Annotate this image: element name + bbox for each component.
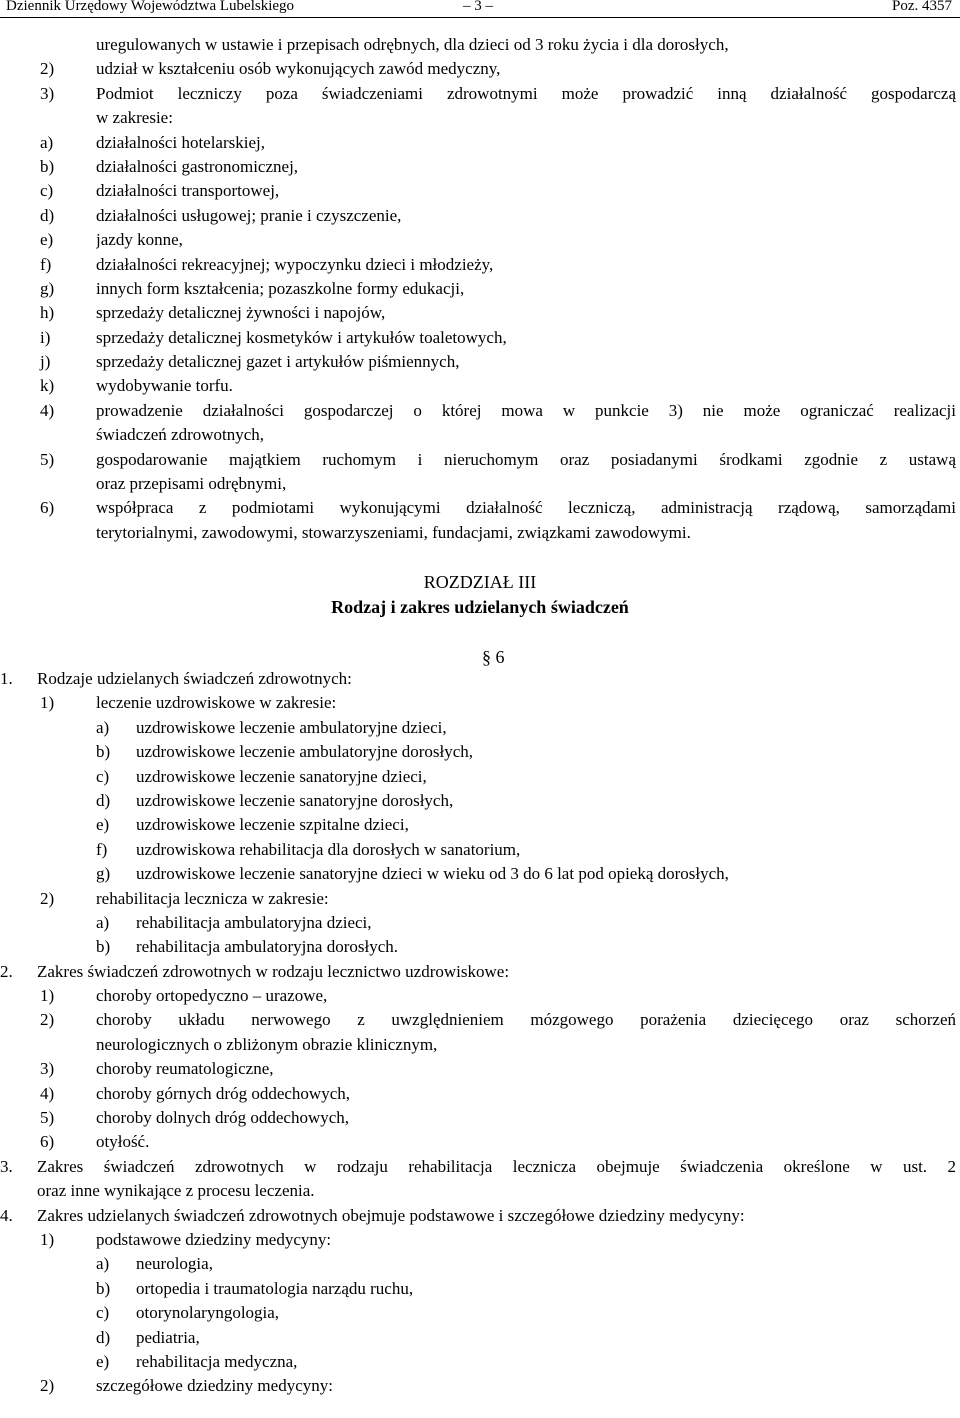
- list-item: 2) rehabilitacja lecznicza w zakresie:: [40, 888, 329, 908]
- list-item: 4) prowadzenie działalności gospodarczej o której mowa w punkcie 3) nie może ograniczać realizacji: [40, 400, 956, 420]
- section-part1: [0, 33, 960, 545]
- list-item: 1) leczenie uzdrowiskowe w zakresie:: [40, 693, 337, 713]
- header-rule: [0, 17, 960, 18]
- list-item: f) uzdrowiskowa rehabilitacja dla dorosłych w sanatorium,: [96, 839, 521, 859]
- list-item: j) sprzedaży detalicznej gazet i artykułów piśmiennych,: [40, 352, 460, 372]
- list-item: c) uzdrowiskowe leczenie sanatoryjne dzieci,: [96, 766, 427, 786]
- chapter-title: ROZDZIAŁ III: [423, 572, 537, 592]
- list-item: g) innych form kształcenia; pozaszkolne formy edukacji,: [40, 278, 465, 298]
- list-item: i) sprzedaży detalicznej kosmetyków i artykułów toaletowych,: [40, 327, 507, 347]
- list-item: 4) choroby górnych dróg oddechowych,: [40, 1083, 350, 1103]
- list-item: 5) choroby dolnych dróg oddechowych,: [40, 1108, 350, 1128]
- list-item: k) wydobywanie torfu.: [40, 376, 233, 396]
- position-number: Poz. 4357: [892, 0, 952, 14]
- list-item: b) działalności gastronomicznej,: [40, 156, 299, 176]
- page-header: [0, 0, 960, 16]
- list-item: 1) choroby ortopedyczno – urazowe,: [40, 986, 328, 1006]
- list-item: b) uzdrowiskowe leczenie ambulatoryjne dorosłych,: [96, 742, 474, 762]
- journal-title: Dziennik Urzędowy Województwa Lubelskiego: [6, 0, 295, 14]
- text-line: neurologicznych o zbliżonym obrazie klinicznym,: [96, 1034, 438, 1054]
- list-item: b) ortopedia i traumatologia narządu ruchu,: [96, 1278, 414, 1298]
- list-item: a) rehabilitacja ambulatoryjna dzieci,: [96, 912, 372, 932]
- text-line: w zakresie:: [96, 108, 173, 128]
- text-line: uregulowanych w ustawie i przepisach odrębnych, dla dzieci od 3 roku życia i dla dorosłych,: [96, 35, 729, 54]
- list-item: a) uzdrowiskowe leczenie ambulatoryjne dzieci,: [96, 717, 447, 737]
- list-item: c) otorynolaryngologia,: [96, 1303, 280, 1323]
- chapter-subtitle: Rodzaj i zakres udzielanych świadczeń: [331, 597, 629, 617]
- list-item: d) działalności usługowej; pranie i czyszczenie,: [40, 205, 402, 225]
- list-item: b) rehabilitacja ambulatoryjna dorosłych.: [96, 937, 398, 957]
- list-item: 5) gospodarowanie majątkiem ruchomym i nieruchomym oraz posiadanymi środkami zgodnie z ustawą: [40, 449, 956, 469]
- list-item: e) rehabilitacja medyczna,: [96, 1351, 298, 1371]
- page-number: – 3 –: [463, 0, 493, 14]
- list-item: h) sprzedaży detalicznej żywności i napojów,: [40, 303, 386, 323]
- list-item: 2) choroby układu nerwowego z uwzględnieniem mózgowego porażenia dziecięcego oraz schorzeń: [40, 1010, 956, 1030]
- list-item: g) uzdrowiskowe leczenie sanatoryjne dzieci w wieku od 3 do 6 lat pod opieką dorosłych,: [96, 864, 729, 884]
- list-item: e) jazdy konne,: [40, 230, 183, 250]
- list-item: 4. Zakres udzielanych świadczeń zdrowotnych obejmuje podstawowe i szczegółowe dziedziny medycyny:: [0, 1205, 745, 1225]
- list-item: 2) szczegółowe dziedziny medycyny:: [40, 1376, 333, 1396]
- list-item: a) neurologia,: [96, 1254, 213, 1274]
- list-item: f) działalności rekreacyjnej; wypoczynku dzieci i młodzieży,: [40, 254, 494, 274]
- list-item: d) uzdrowiskowe leczenie sanatoryjne dorosłych,: [96, 790, 454, 810]
- section-part2: [0, 667, 960, 1399]
- text-line: świadczeń zdrowotnych,: [96, 425, 265, 445]
- list-item: d) pediatria,: [96, 1327, 200, 1347]
- list-item: 3) choroby reumatologiczne,: [40, 1059, 274, 1079]
- paragraph-number: § 6: [482, 647, 505, 667]
- list-item: 6) otyłość.: [40, 1132, 150, 1152]
- list-item: 1. Rodzaje udzielanych świadczeń zdrowotnych:: [0, 669, 352, 688]
- list-item: 2. Zakres świadczeń zdrowotnych w rodzaju lecznictwo uzdrowiskowe:: [0, 961, 510, 981]
- list-item: 3) Podmiot leczniczy poza świadczeniami zdrowotnymi może prowadzić inną działalność gospodarczą: [40, 83, 956, 103]
- list-item: 1) podstawowe dziedziny medycyny:: [40, 1229, 332, 1249]
- text-line: oraz przepisami odrębnymi,: [96, 474, 287, 494]
- list-item: 3. Zakres świadczeń zdrowotnych w rodzaju rehabilitacja lecznicza obejmuje świadczenia określone w ust. 2: [0, 1156, 956, 1176]
- text-line: terytorialnymi, zawodowymi, stowarzyszeniami, fundacjami, związkami zawodowymi.: [96, 522, 691, 542]
- list-item: e) uzdrowiskowe leczenie szpitalne dzieci,: [96, 815, 409, 835]
- text-line: oraz inne wynikające z procesu leczenia.: [37, 1181, 315, 1201]
- list-item: c) działalności transportowej,: [40, 181, 280, 201]
- list-item: 2) udział w kształceniu osób wykonujących zawód medyczny,: [40, 59, 501, 79]
- list-item: 6) współpraca z podmiotami wykonującymi działalność leczniczą, administracją rządową, samorządami: [40, 498, 956, 518]
- list-item: a) działalności hotelarskiej,: [40, 132, 265, 152]
